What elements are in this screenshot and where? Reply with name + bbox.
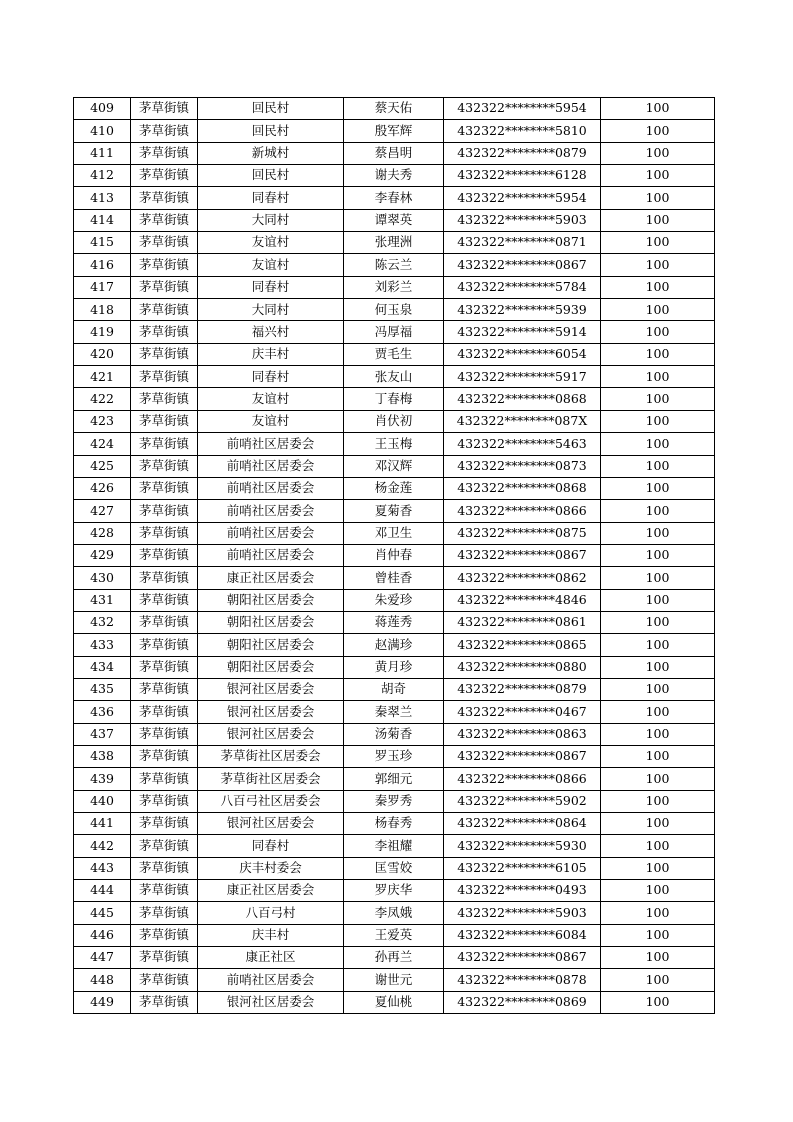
name-cell: 邓汉辉 (344, 455, 444, 477)
id-number-cell: 432322********0873 (444, 455, 601, 477)
id-number-cell: 432322********0863 (444, 723, 601, 745)
name-cell: 肖伏初 (344, 410, 444, 432)
amount-cell: 100 (601, 813, 715, 835)
name-cell: 李凤娥 (344, 902, 444, 924)
amount-cell: 100 (601, 947, 715, 969)
table-row (74, 455, 715, 477)
village-cell: 前哨社区居委会 (198, 544, 344, 566)
table-row (74, 544, 715, 566)
town-cell: 茅草街镇 (131, 187, 198, 209)
amount-cell: 100 (601, 120, 715, 142)
town-cell: 茅草街镇 (131, 857, 198, 879)
name-cell: 邓卫生 (344, 522, 444, 544)
row-number: 438 (74, 745, 131, 767)
village-cell: 银河社区居委会 (198, 678, 344, 700)
village-cell: 庆丰村 (198, 924, 344, 946)
id-number-cell: 432322********5784 (444, 276, 601, 298)
row-number: 411 (74, 142, 131, 164)
id-number-cell: 432322********0493 (444, 880, 601, 902)
id-number-cell: 432322********0867 (444, 544, 601, 566)
row-number: 422 (74, 388, 131, 410)
row-number: 412 (74, 165, 131, 187)
amount-cell: 100 (601, 857, 715, 879)
row-number: 441 (74, 813, 131, 835)
table-row (74, 232, 715, 254)
amount-cell: 100 (601, 276, 715, 298)
name-cell: 肖仲春 (344, 544, 444, 566)
id-number-cell: 432322********0862 (444, 567, 601, 589)
table-row (74, 410, 715, 432)
table-row (74, 745, 715, 767)
amount-cell: 100 (601, 768, 715, 790)
name-cell: 秦罗秀 (344, 790, 444, 812)
town-cell: 茅草街镇 (131, 500, 198, 522)
name-cell: 胡奇 (344, 678, 444, 700)
row-number: 445 (74, 902, 131, 924)
table-row (74, 723, 715, 745)
town-cell: 茅草街镇 (131, 723, 198, 745)
amount-cell: 100 (601, 835, 715, 857)
table-row (74, 433, 715, 455)
amount-cell: 100 (601, 254, 715, 276)
row-number: 428 (74, 522, 131, 544)
name-cell: 杨金莲 (344, 477, 444, 499)
id-number-cell: 432322********6128 (444, 165, 601, 187)
village-cell: 同春村 (198, 276, 344, 298)
town-cell: 茅草街镇 (131, 410, 198, 432)
amount-cell: 100 (601, 299, 715, 321)
row-number: 432 (74, 611, 131, 633)
amount-cell: 100 (601, 544, 715, 566)
table-row (74, 880, 715, 902)
town-cell: 茅草街镇 (131, 343, 198, 365)
amount-cell: 100 (601, 522, 715, 544)
row-number: 439 (74, 768, 131, 790)
row-number: 409 (74, 98, 131, 120)
town-cell: 茅草街镇 (131, 388, 198, 410)
town-cell: 茅草街镇 (131, 790, 198, 812)
village-cell: 大同村 (198, 209, 344, 231)
name-cell: 赵满珍 (344, 634, 444, 656)
village-cell: 前哨社区居委会 (198, 455, 344, 477)
town-cell: 茅草街镇 (131, 299, 198, 321)
id-number-cell: 432322********6105 (444, 857, 601, 879)
village-cell: 八百弓村 (198, 902, 344, 924)
village-cell: 朝阳社区居委会 (198, 656, 344, 678)
village-cell: 新城村 (198, 142, 344, 164)
amount-cell: 100 (601, 142, 715, 164)
id-number-cell: 432322********0867 (444, 947, 601, 969)
id-number-cell: 432322********5463 (444, 433, 601, 455)
town-cell: 茅草街镇 (131, 991, 198, 1013)
table-row (74, 209, 715, 231)
village-cell: 前哨社区居委会 (198, 500, 344, 522)
row-number: 437 (74, 723, 131, 745)
row-number: 420 (74, 343, 131, 365)
row-number: 433 (74, 634, 131, 656)
town-cell: 茅草街镇 (131, 522, 198, 544)
town-cell: 茅草街镇 (131, 835, 198, 857)
row-number: 426 (74, 477, 131, 499)
id-number-cell: 432322********5930 (444, 835, 601, 857)
village-cell: 回民村 (198, 120, 344, 142)
town-cell: 茅草街镇 (131, 947, 198, 969)
town-cell: 茅草街镇 (131, 656, 198, 678)
id-number-cell: 432322********0467 (444, 701, 601, 723)
town-cell: 茅草街镇 (131, 98, 198, 120)
village-cell: 茅草街社区居委会 (198, 745, 344, 767)
village-cell: 茅草街社区居委会 (198, 768, 344, 790)
amount-cell: 100 (601, 924, 715, 946)
roster-table (73, 97, 715, 1014)
town-cell: 茅草街镇 (131, 924, 198, 946)
town-cell: 茅草街镇 (131, 232, 198, 254)
amount-cell: 100 (601, 500, 715, 522)
table-row (74, 321, 715, 343)
village-cell: 回民村 (198, 98, 344, 120)
village-cell: 友谊村 (198, 254, 344, 276)
name-cell: 夏仙桃 (344, 991, 444, 1013)
name-cell: 秦翠兰 (344, 701, 444, 723)
town-cell: 茅草街镇 (131, 455, 198, 477)
town-cell: 茅草街镇 (131, 768, 198, 790)
id-number-cell: 432322********4846 (444, 589, 601, 611)
village-cell: 庆丰村 (198, 343, 344, 365)
id-number-cell: 432322********5954 (444, 98, 601, 120)
town-cell: 茅草街镇 (131, 567, 198, 589)
name-cell: 匡雪姣 (344, 857, 444, 879)
table-row (74, 835, 715, 857)
amount-cell: 100 (601, 634, 715, 656)
amount-cell: 100 (601, 656, 715, 678)
name-cell: 丁春梅 (344, 388, 444, 410)
name-cell: 何玉泉 (344, 299, 444, 321)
row-number: 425 (74, 455, 131, 477)
table-row (74, 969, 715, 991)
village-cell: 同春村 (198, 187, 344, 209)
name-cell: 郭细元 (344, 768, 444, 790)
name-cell: 朱爱珍 (344, 589, 444, 611)
id-number-cell: 432322********5902 (444, 790, 601, 812)
id-number-cell: 432322********0875 (444, 522, 601, 544)
table-row (74, 567, 715, 589)
name-cell: 李祖耀 (344, 835, 444, 857)
village-cell: 银河社区居委会 (198, 813, 344, 835)
name-cell: 贾毛生 (344, 343, 444, 365)
amount-cell: 100 (601, 611, 715, 633)
id-number-cell: 432322********0871 (444, 232, 601, 254)
row-number: 413 (74, 187, 131, 209)
village-cell: 友谊村 (198, 410, 344, 432)
id-number-cell: 432322********0880 (444, 656, 601, 678)
town-cell: 茅草街镇 (131, 813, 198, 835)
id-number-cell: 432322********0868 (444, 477, 601, 499)
town-cell: 茅草街镇 (131, 880, 198, 902)
table-row (74, 388, 715, 410)
row-number: 440 (74, 790, 131, 812)
amount-cell: 100 (601, 343, 715, 365)
table-row (74, 902, 715, 924)
name-cell: 王玉梅 (344, 433, 444, 455)
row-number: 423 (74, 410, 131, 432)
amount-cell: 100 (601, 98, 715, 120)
town-cell: 茅草街镇 (131, 589, 198, 611)
village-cell: 庆丰村委会 (198, 857, 344, 879)
id-number-cell: 432322********0869 (444, 991, 601, 1013)
village-cell: 康正社区 (198, 947, 344, 969)
row-number: 449 (74, 991, 131, 1013)
village-cell: 朝阳社区居委会 (198, 634, 344, 656)
id-number-cell: 432322********5903 (444, 209, 601, 231)
village-cell: 康正社区居委会 (198, 567, 344, 589)
town-cell: 茅草街镇 (131, 634, 198, 656)
name-cell: 黄月珍 (344, 656, 444, 678)
id-number-cell: 432322********5954 (444, 187, 601, 209)
town-cell: 茅草街镇 (131, 745, 198, 767)
village-cell: 前哨社区居委会 (198, 477, 344, 499)
name-cell: 张友山 (344, 366, 444, 388)
table-row (74, 276, 715, 298)
table-row (74, 98, 715, 120)
village-cell: 银河社区居委会 (198, 701, 344, 723)
village-cell: 前哨社区居委会 (198, 433, 344, 455)
amount-cell: 100 (601, 187, 715, 209)
village-cell: 朝阳社区居委会 (198, 589, 344, 611)
table-row (74, 813, 715, 835)
table-row (74, 254, 715, 276)
id-number-cell: 432322********0867 (444, 254, 601, 276)
town-cell: 茅草街镇 (131, 433, 198, 455)
village-cell: 前哨社区居委会 (198, 522, 344, 544)
village-cell: 八百弓社区居委会 (198, 790, 344, 812)
town-cell: 茅草街镇 (131, 611, 198, 633)
row-number: 444 (74, 880, 131, 902)
village-cell: 康正社区居委会 (198, 880, 344, 902)
amount-cell: 100 (601, 745, 715, 767)
id-number-cell: 432322********5914 (444, 321, 601, 343)
town-cell: 茅草街镇 (131, 969, 198, 991)
table-row (74, 120, 715, 142)
village-cell: 朝阳社区居委会 (198, 611, 344, 633)
name-cell: 谭翠英 (344, 209, 444, 231)
name-cell: 曾桂香 (344, 567, 444, 589)
id-number-cell: 432322********5917 (444, 366, 601, 388)
name-cell: 谢夫秀 (344, 165, 444, 187)
name-cell: 孙再兰 (344, 947, 444, 969)
table-row (74, 857, 715, 879)
name-cell: 汤菊香 (344, 723, 444, 745)
amount-cell: 100 (601, 678, 715, 700)
row-number: 430 (74, 567, 131, 589)
name-cell: 罗玉珍 (344, 745, 444, 767)
row-number: 424 (74, 433, 131, 455)
table-row (74, 522, 715, 544)
village-cell: 回民村 (198, 165, 344, 187)
id-number-cell: 432322********0868 (444, 388, 601, 410)
roster-body (74, 98, 715, 1014)
name-cell: 张理洲 (344, 232, 444, 254)
row-number: 443 (74, 857, 131, 879)
name-cell: 蒋莲秀 (344, 611, 444, 633)
village-cell: 同春村 (198, 835, 344, 857)
town-cell: 茅草街镇 (131, 701, 198, 723)
table-row (74, 187, 715, 209)
amount-cell: 100 (601, 232, 715, 254)
table-row (74, 656, 715, 678)
amount-cell: 100 (601, 790, 715, 812)
town-cell: 茅草街镇 (131, 544, 198, 566)
amount-cell: 100 (601, 991, 715, 1013)
amount-cell: 100 (601, 366, 715, 388)
table-row (74, 500, 715, 522)
row-number: 418 (74, 299, 131, 321)
table-row (74, 165, 715, 187)
village-cell: 银河社区居委会 (198, 723, 344, 745)
id-number-cell: 432322********0866 (444, 500, 601, 522)
name-cell: 杨春秀 (344, 813, 444, 835)
name-cell: 殷军辉 (344, 120, 444, 142)
amount-cell: 100 (601, 969, 715, 991)
table-row (74, 768, 715, 790)
row-number: 448 (74, 969, 131, 991)
name-cell: 李春林 (344, 187, 444, 209)
amount-cell: 100 (601, 477, 715, 499)
row-number: 415 (74, 232, 131, 254)
row-number: 416 (74, 254, 131, 276)
row-number: 421 (74, 366, 131, 388)
table-row (74, 142, 715, 164)
amount-cell: 100 (601, 321, 715, 343)
amount-cell: 100 (601, 410, 715, 432)
town-cell: 茅草街镇 (131, 209, 198, 231)
id-number-cell: 432322********0878 (444, 969, 601, 991)
table-row (74, 477, 715, 499)
row-number: 442 (74, 835, 131, 857)
name-cell: 陈云兰 (344, 254, 444, 276)
id-number-cell: 432322********0866 (444, 768, 601, 790)
id-number-cell: 432322********0861 (444, 611, 601, 633)
town-cell: 茅草街镇 (131, 120, 198, 142)
row-number: 427 (74, 500, 131, 522)
village-cell: 友谊村 (198, 388, 344, 410)
village-cell: 友谊村 (198, 232, 344, 254)
id-number-cell: 432322********6054 (444, 343, 601, 365)
town-cell: 茅草街镇 (131, 678, 198, 700)
village-cell: 同春村 (198, 366, 344, 388)
table-row (74, 947, 715, 969)
amount-cell: 100 (601, 455, 715, 477)
town-cell: 茅草街镇 (131, 477, 198, 499)
village-cell: 银河社区居委会 (198, 991, 344, 1013)
table-row (74, 589, 715, 611)
table-row (74, 611, 715, 633)
row-number: 414 (74, 209, 131, 231)
id-number-cell: 432322********0865 (444, 634, 601, 656)
name-cell: 罗庆华 (344, 880, 444, 902)
amount-cell: 100 (601, 589, 715, 611)
table-row (74, 991, 715, 1013)
amount-cell: 100 (601, 723, 715, 745)
table-row (74, 924, 715, 946)
amount-cell: 100 (601, 880, 715, 902)
town-cell: 茅草街镇 (131, 276, 198, 298)
name-cell: 夏菊香 (344, 500, 444, 522)
table-row (74, 634, 715, 656)
name-cell: 谢世元 (344, 969, 444, 991)
id-number-cell: 432322********0867 (444, 745, 601, 767)
row-number: 436 (74, 701, 131, 723)
id-number-cell: 432322********0879 (444, 142, 601, 164)
town-cell: 茅草街镇 (131, 254, 198, 276)
table-row (74, 343, 715, 365)
id-number-cell: 432322********087X (444, 410, 601, 432)
table-row (74, 366, 715, 388)
id-number-cell: 432322********0864 (444, 813, 601, 835)
table-row (74, 678, 715, 700)
row-number: 447 (74, 947, 131, 969)
id-number-cell: 432322********6084 (444, 924, 601, 946)
village-cell: 大同村 (198, 299, 344, 321)
row-number: 431 (74, 589, 131, 611)
row-number: 434 (74, 656, 131, 678)
town-cell: 茅草街镇 (131, 142, 198, 164)
amount-cell: 100 (601, 388, 715, 410)
amount-cell: 100 (601, 567, 715, 589)
amount-cell: 100 (601, 209, 715, 231)
name-cell: 王爱英 (344, 924, 444, 946)
row-number: 417 (74, 276, 131, 298)
amount-cell: 100 (601, 433, 715, 455)
id-number-cell: 432322********5903 (444, 902, 601, 924)
id-number-cell: 432322********5939 (444, 299, 601, 321)
town-cell: 茅草街镇 (131, 902, 198, 924)
name-cell: 蔡昌明 (344, 142, 444, 164)
name-cell: 冯厚福 (344, 321, 444, 343)
row-number: 410 (74, 120, 131, 142)
table-row (74, 299, 715, 321)
town-cell: 茅草街镇 (131, 366, 198, 388)
town-cell: 茅草街镇 (131, 165, 198, 187)
id-number-cell: 432322********0879 (444, 678, 601, 700)
amount-cell: 100 (601, 902, 715, 924)
amount-cell: 100 (601, 701, 715, 723)
table-row (74, 790, 715, 812)
table-row (74, 701, 715, 723)
village-cell: 福兴村 (198, 321, 344, 343)
village-cell: 前哨社区居委会 (198, 969, 344, 991)
row-number: 419 (74, 321, 131, 343)
row-number: 429 (74, 544, 131, 566)
row-number: 435 (74, 678, 131, 700)
name-cell: 蔡天佑 (344, 98, 444, 120)
amount-cell: 100 (601, 165, 715, 187)
name-cell: 刘彩兰 (344, 276, 444, 298)
row-number: 446 (74, 924, 131, 946)
town-cell: 茅草街镇 (131, 321, 198, 343)
id-number-cell: 432322********5810 (444, 120, 601, 142)
